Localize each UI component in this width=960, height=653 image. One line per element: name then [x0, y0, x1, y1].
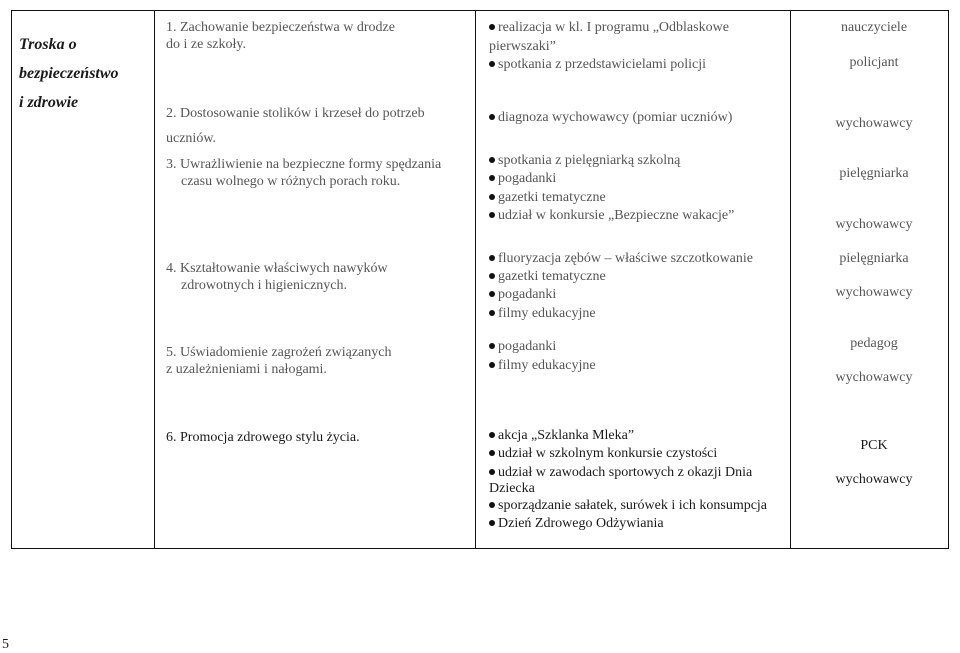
activity-text: fluoryzacja zębów – właściwe szczotkowanie	[498, 251, 753, 266]
bullet-icon	[489, 114, 495, 120]
activity-item	[498, 286, 556, 303]
area-title-line-3: i zdrowie	[19, 94, 79, 111]
bullet-icon	[489, 255, 495, 261]
area-title-line-1: Troska o	[19, 36, 77, 53]
activity-text: udział w zawodach sportowych z okazji Dnia	[498, 465, 753, 480]
responsible-label: pedagog	[850, 336, 898, 351]
bullet-icon	[489, 502, 495, 508]
responsible-label: wychowawcy	[835, 285, 913, 300]
bullet-icon	[489, 291, 495, 297]
goal-6-line-1: 6. Promocja zdrowego stylu życia.	[166, 430, 360, 445]
activity-item	[498, 515, 664, 532]
responsible-label: wychowawcy	[835, 217, 913, 232]
bullet-icon	[489, 194, 495, 200]
activity-text: realizacja w kl. I programu „Odblaskowe	[498, 19, 729, 36]
activity-item	[498, 268, 606, 285]
activity-text: udział w szkolnym konkursie czystości	[498, 446, 718, 461]
activity-text: spotkania z pielęgniarką szkolną	[498, 153, 681, 168]
responsible-label: wychowawcy	[835, 116, 913, 131]
bullet-icon	[489, 157, 495, 163]
activity-item	[498, 152, 680, 169]
bullet-icon	[489, 61, 495, 67]
goal-1-line-2: do i ze szkoły.	[166, 37, 246, 52]
responsible-label: policjant	[849, 55, 899, 70]
responsible-label: pielęgniarka	[839, 251, 909, 266]
responsible-label: wychowawcy	[835, 370, 913, 385]
activity-text: Dzień Zdrowego Odżywiania	[498, 516, 664, 531]
table-left-border	[11, 10, 12, 549]
page-number: 5	[2, 637, 9, 652]
goal-3-line-1: 3. Uwrażliwienie na bezpieczne formy spędzania	[166, 157, 442, 172]
activity-text: gazetki tematyczne	[498, 190, 606, 205]
area-title-line-2: bezpieczeństwo	[19, 65, 119, 82]
activity-text: pogadanki	[498, 287, 557, 302]
goal-2-line-2: uczniów.	[166, 131, 217, 146]
bullet-icon	[489, 469, 495, 475]
activity-item	[498, 427, 634, 444]
bullet-icon	[489, 520, 495, 526]
goal-4-line-1: 4. Kształtowanie właściwych nawyków	[166, 261, 388, 276]
goal-1-line-1: 1. Zachowanie bezpieczeństwa w drodze	[166, 20, 395, 35]
activity-item	[498, 305, 596, 322]
activity-text: pogadanki	[498, 171, 557, 186]
responsible-label: wychowawcy	[835, 472, 913, 487]
bullet-icon	[489, 343, 495, 349]
column-divider-3	[790, 10, 791, 549]
bullet-icon	[489, 310, 495, 316]
activity-item	[498, 56, 706, 73]
activity-item	[498, 109, 732, 126]
activity-text: diagnoza wychowawcy (pomiar uczniów)	[498, 110, 733, 125]
goal-5-line-2: z uzależnieniami i nałogami.	[166, 362, 327, 377]
bullet-icon	[489, 432, 495, 438]
activity-item	[498, 445, 717, 462]
goal-2-line-1: 2. Dostosowanie stolików i krzeseł do potrzeb	[166, 106, 425, 121]
activity-item	[498, 189, 606, 206]
table-top-border	[11, 10, 949, 11]
activity-item	[498, 338, 556, 355]
bullet-icon	[489, 273, 495, 279]
activity-item	[498, 464, 752, 481]
table-right-border	[948, 10, 949, 549]
responsible-label: PCK	[860, 438, 888, 453]
goal-4-line-2: zdrowotnych i higienicznych.	[181, 278, 348, 293]
activity-item	[498, 357, 596, 374]
bullet-icon	[489, 175, 495, 181]
activity-text: spotkania z przedstawicielami policji	[498, 57, 706, 72]
activity-text-continuation: pierwszaki”	[489, 39, 556, 54]
activity-item	[498, 497, 767, 514]
activity-text: gazetki tematyczne	[498, 269, 606, 284]
activity-item	[498, 207, 734, 224]
goal-3-line-2: czasu wolnego w różnych porach roku.	[181, 174, 401, 189]
column-divider-1	[154, 10, 155, 549]
bullet-icon	[489, 212, 495, 218]
activity-text: akcja „Szklanka Mleka”	[498, 428, 635, 443]
responsible-label: pielęgniarka	[839, 166, 909, 181]
activity-text: filmy edukacyjne	[498, 306, 596, 321]
column-divider-2	[475, 10, 476, 549]
goal-5-line-1: 5. Uświadomienie zagrożeń związanych	[166, 345, 392, 360]
activity-item	[498, 250, 753, 267]
activity-item	[498, 170, 556, 187]
table-bottom-border	[11, 548, 949, 549]
activity-text-continuation: Dziecka	[489, 481, 535, 496]
activity-text: sporządzanie sałatek, surówek i ich konsumpcja	[498, 498, 768, 513]
bullet-icon	[489, 24, 495, 30]
bullet-icon	[489, 362, 495, 368]
activity-text: udział w konkursie „Bezpieczne wakacje”	[498, 208, 735, 223]
activity-text: filmy edukacyjne	[498, 358, 596, 373]
bullet-icon	[489, 450, 495, 456]
activity-text: pogadanki	[498, 339, 557, 354]
responsible-label: nauczyciele	[840, 20, 908, 35]
